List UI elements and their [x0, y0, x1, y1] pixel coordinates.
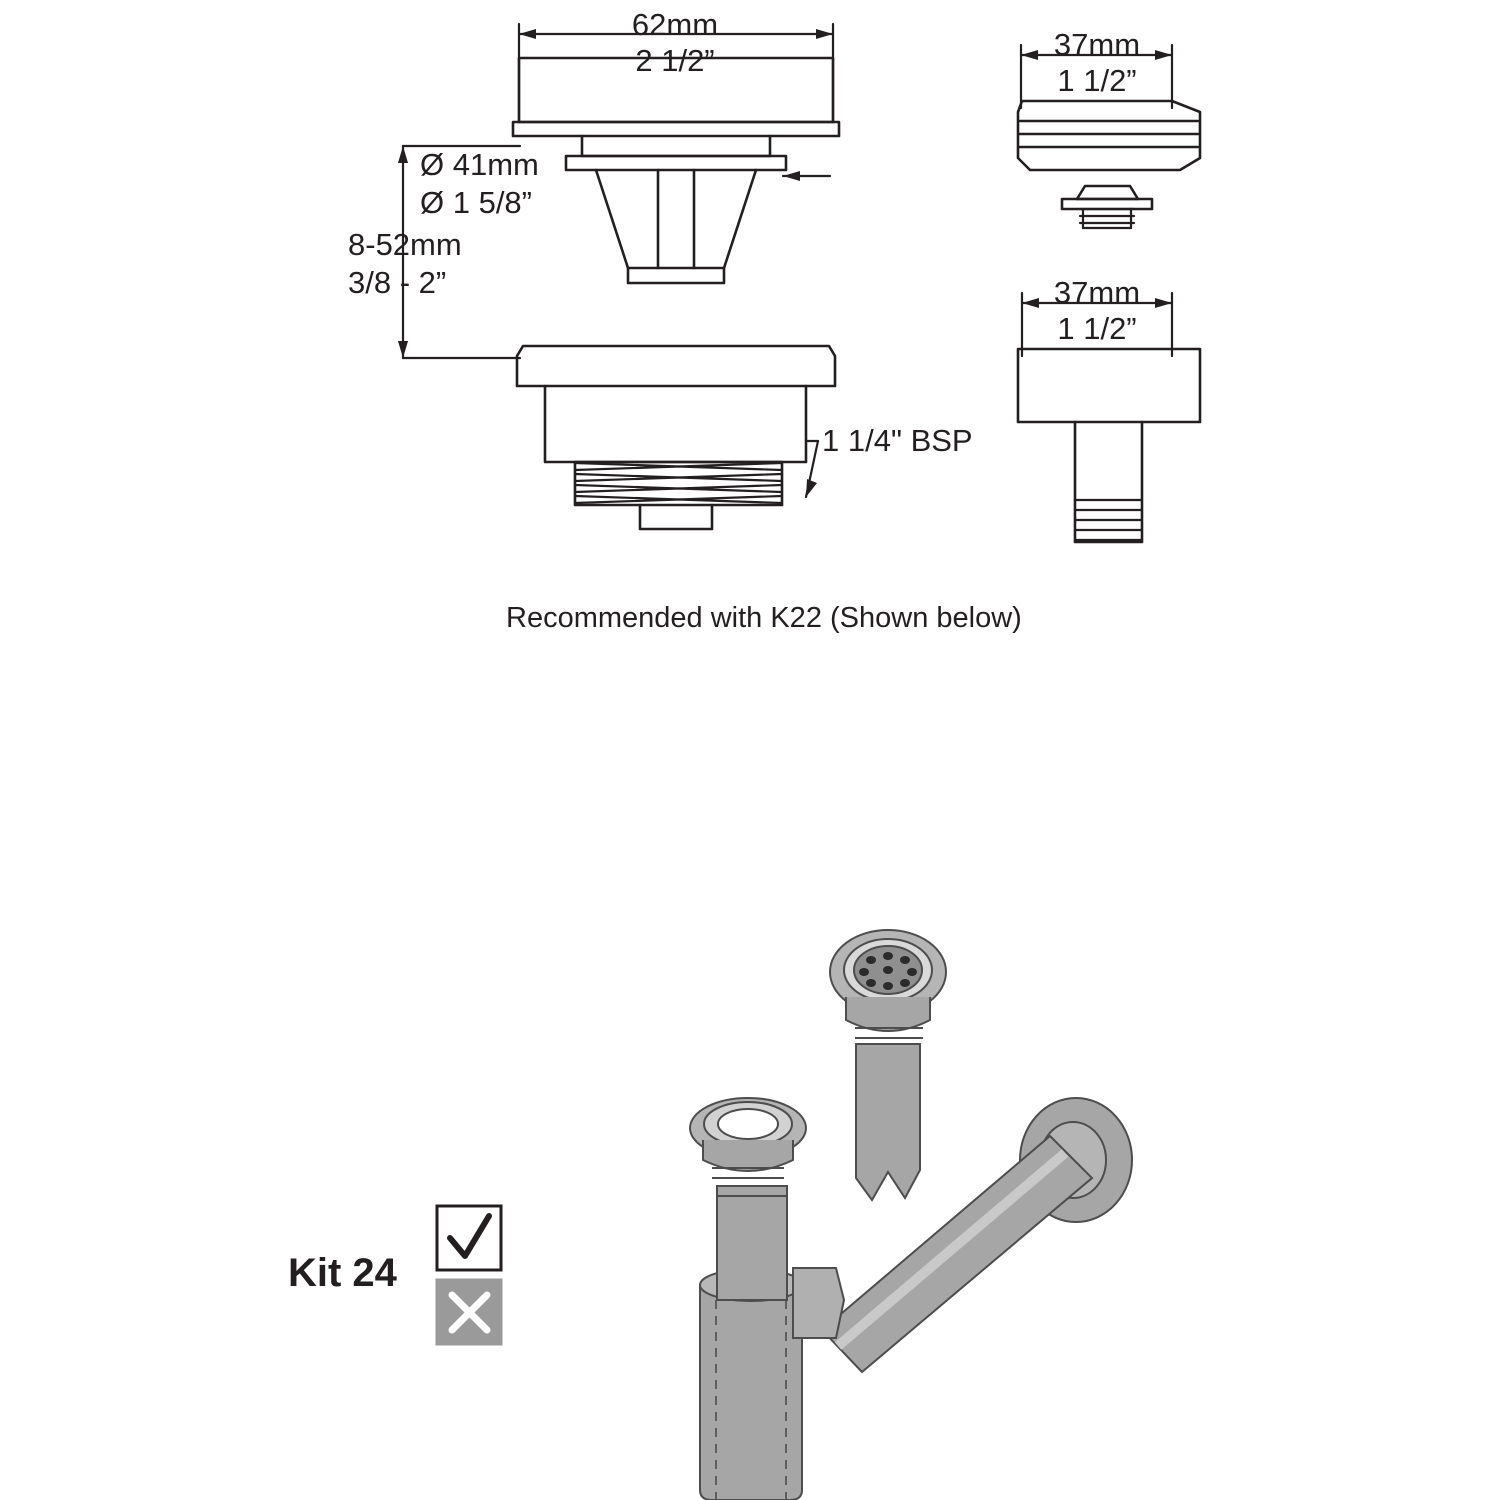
dim-cap-imperial: 1 1/2” [1057, 311, 1137, 346]
dim-62mm-metric: 62mm [631, 7, 719, 42]
plug-stem-part [1062, 186, 1152, 228]
k22-trap-assembly-illustration [690, 930, 1132, 1500]
kit-label: Kit 24 [288, 1251, 397, 1295]
hole-diameter-pointer [783, 171, 830, 181]
dim-plug-imperial: 1 1/2” [1057, 63, 1137, 98]
dim-cap-metric: 37mm [1053, 275, 1141, 310]
thread-size-pointer [806, 441, 818, 497]
dim-thickness-metric: 8-52mm [348, 227, 462, 262]
dim-plug-metric: 37mm [1053, 27, 1141, 62]
threaded-body-part [517, 346, 835, 529]
flange-part [513, 58, 839, 283]
kit-selection-boxes [437, 1206, 501, 1344]
dim-thread-size: 1 1/4" BSP [822, 423, 973, 458]
dim-thickness-imperial: 3/8 - 2” [348, 265, 447, 300]
recommendation-note: Recommended with K22 (Shown below) [506, 602, 1022, 634]
dim-62mm-imperial: 2 1/2” [635, 43, 715, 78]
outlet-part [1018, 349, 1200, 542]
dim-hole-imperial: Ø 1 5/8” [420, 185, 532, 220]
dim-hole-metric: Ø 41mm [420, 147, 539, 182]
plug-top-part [1018, 101, 1200, 170]
